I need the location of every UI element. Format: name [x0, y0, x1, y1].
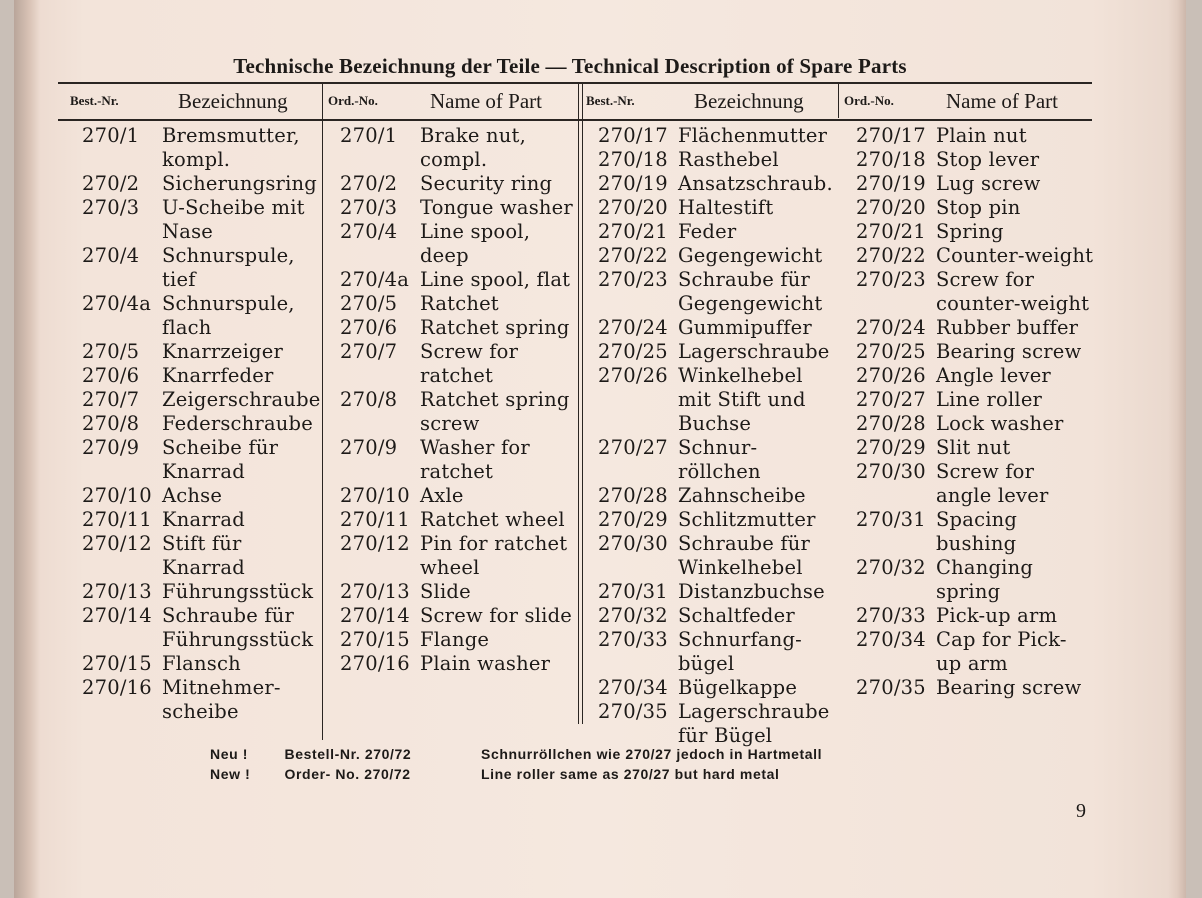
part-row — [598, 532, 833, 580]
part-name: Schnurspule, tief — [162, 244, 295, 291]
note-flag: Neu ! — [210, 746, 248, 762]
part-name: Distanzbuchse — [678, 580, 825, 603]
part-row — [856, 124, 1093, 148]
part-row — [598, 316, 833, 340]
part-row — [340, 196, 573, 220]
part-number: 270/2 — [340, 172, 398, 195]
part-row — [856, 604, 1093, 628]
part-row — [598, 604, 833, 628]
part-name: Stift für Knarrad — [162, 532, 245, 579]
part-row — [82, 340, 321, 364]
header-bottom-rule — [58, 119, 1092, 121]
part-row — [340, 652, 573, 676]
part-row — [82, 412, 321, 436]
part-row — [340, 124, 573, 172]
note-german — [210, 746, 822, 762]
part-name: Schlitzmutter — [678, 508, 816, 531]
part-name: Counter-weight — [936, 244, 1094, 267]
part-number: 270/24 — [856, 316, 926, 339]
part-name: U-Scheibe mit Nase — [162, 196, 305, 243]
german-parts-column-2 — [598, 124, 833, 748]
part-row — [340, 316, 573, 340]
part-number: 270/20 — [856, 196, 926, 219]
part-name: Schnur- röllchen — [678, 436, 761, 483]
page-title: Technische Bezeichnung der Teile — Technical Description of Spare Parts — [233, 54, 907, 78]
part-row — [340, 220, 573, 268]
part-row — [856, 628, 1093, 676]
part-row — [82, 532, 321, 580]
part-number: 270/5 — [82, 340, 140, 363]
part-row — [82, 436, 321, 484]
part-number: 270/19 — [598, 172, 668, 195]
part-row — [598, 508, 833, 532]
part-number: 270/24 — [598, 316, 668, 339]
part-row — [856, 340, 1093, 364]
header-name-of-part-2: Name of Part — [946, 88, 1058, 113]
part-number: 270/10 — [82, 484, 152, 507]
part-name: Rasthebel — [678, 148, 779, 171]
part-number: 270/19 — [856, 172, 926, 195]
part-name: Ratchet — [420, 292, 499, 315]
column-divider-2a — [578, 84, 579, 724]
part-name: Achse — [162, 484, 223, 507]
english-parts-column-1 — [340, 124, 573, 676]
part-number: 270/1 — [82, 124, 140, 147]
part-row — [598, 628, 833, 676]
part-number: 270/35 — [856, 676, 926, 699]
part-name: Slit nut — [936, 436, 1011, 459]
part-row — [82, 172, 321, 196]
part-row — [856, 364, 1093, 388]
part-number: 270/17 — [598, 124, 668, 147]
part-number: 270/4 — [340, 220, 398, 243]
part-number: 270/14 — [82, 604, 152, 627]
part-row — [340, 388, 573, 436]
part-row — [82, 244, 321, 292]
part-name: Ratchet spring — [420, 316, 570, 339]
page-edge — [1168, 0, 1186, 898]
part-number: 270/13 — [340, 580, 410, 603]
part-name: Gegengewicht — [678, 244, 823, 267]
part-number: 270/9 — [340, 436, 398, 459]
header-name-of-part-1: Name of Part — [430, 88, 542, 113]
part-row — [598, 580, 833, 604]
note-text: Line roller same as 270/27 but hard metal — [481, 766, 780, 782]
part-row — [82, 388, 321, 412]
part-name: Ansatzschraub. — [678, 172, 833, 195]
part-number: 270/31 — [856, 508, 926, 531]
part-row — [598, 436, 833, 484]
note-english — [210, 766, 780, 782]
part-row — [856, 412, 1093, 436]
part-name: Schaltfeder — [678, 604, 795, 627]
part-name: Lagerschraube für Bügel — [678, 700, 830, 747]
part-name: Knarrad — [162, 508, 245, 531]
part-number: 270/8 — [82, 412, 140, 435]
part-row — [340, 292, 573, 316]
part-row — [598, 268, 833, 316]
part-row — [340, 508, 573, 532]
header-ord-no-2: Ord.-No. — [844, 93, 894, 108]
part-number: 270/3 — [340, 196, 398, 219]
part-name: Cap for Pick- up arm — [936, 628, 1067, 675]
part-number: 270/34 — [856, 628, 926, 651]
part-row — [598, 148, 833, 172]
note-order-label: Order- No. 270/72 — [284, 766, 411, 782]
part-name: Stop lever — [936, 148, 1040, 171]
header-best-nr-2: Best.-Nr. — [586, 93, 635, 108]
part-name: Mitnehmer- scheibe — [162, 676, 281, 723]
part-row — [340, 484, 573, 508]
part-row — [598, 700, 833, 748]
part-number: 270/17 — [856, 124, 926, 147]
part-row — [856, 172, 1093, 196]
part-name: Plain nut — [936, 124, 1027, 147]
part-name: Führungsstück — [162, 580, 314, 603]
part-row — [82, 364, 321, 388]
part-number: 270/7 — [82, 388, 140, 411]
german-parts-column-1 — [82, 124, 321, 724]
part-row — [598, 196, 833, 220]
part-number: 270/15 — [340, 628, 410, 651]
part-row — [82, 604, 321, 652]
part-name: Line roller — [936, 388, 1043, 411]
part-row — [598, 676, 833, 700]
part-number: 270/22 — [856, 244, 926, 267]
note-order-label: Bestell-Nr. 270/72 — [284, 746, 412, 762]
part-row — [856, 244, 1093, 268]
part-row — [82, 292, 321, 340]
note-text: Schnurröllchen wie 270/27 jedoch in Hartmetall — [481, 746, 823, 762]
part-number: 270/14 — [340, 604, 410, 627]
part-number: 270/29 — [598, 508, 668, 531]
part-number: 270/18 — [856, 148, 926, 171]
part-number: 270/8 — [340, 388, 398, 411]
part-row — [82, 124, 321, 172]
part-row — [82, 676, 321, 724]
part-name: Flange — [420, 628, 490, 651]
english-parts-column-2 — [856, 124, 1093, 700]
note-flag: New ! — [210, 766, 251, 782]
part-row — [856, 436, 1093, 460]
part-number: 270/27 — [598, 436, 668, 459]
part-name: Feder — [678, 220, 737, 243]
part-row — [856, 220, 1093, 244]
part-row — [598, 340, 833, 364]
header-best-nr-1: Best.-Nr. — [70, 93, 119, 108]
part-name: Knarrfeder — [162, 364, 274, 387]
part-name: Zeigerschraube — [162, 388, 321, 411]
part-row — [856, 268, 1093, 316]
column-divider-3 — [838, 84, 839, 118]
part-number: 270/32 — [598, 604, 668, 627]
part-number: 270/7 — [340, 340, 398, 363]
part-name: Screw for ratchet — [420, 340, 519, 387]
column-divider-1 — [322, 84, 323, 740]
part-number: 270/11 — [340, 508, 410, 531]
part-name: Plain washer — [420, 652, 551, 675]
part-name: Spring — [936, 220, 1004, 243]
part-name: Bügelkappe — [678, 676, 798, 699]
part-name: Schraube für Führungsstück — [162, 604, 314, 651]
part-name: Zahnscheibe — [678, 484, 806, 507]
part-number: 270/33 — [598, 628, 668, 651]
part-number: 270/21 — [598, 220, 668, 243]
part-row — [856, 316, 1093, 340]
part-name: Bremsmutter, kompl. — [162, 124, 300, 171]
part-name: Federschraube — [162, 412, 313, 435]
part-number: 270/35 — [598, 700, 668, 723]
part-name: Schraube für Gegengewicht — [678, 268, 823, 315]
part-number: 270/11 — [82, 508, 152, 531]
part-row — [856, 676, 1093, 700]
part-row — [340, 628, 573, 652]
part-name: Lock washer — [936, 412, 1064, 435]
part-name: Spacing bushing — [936, 508, 1018, 555]
part-row — [82, 580, 321, 604]
part-number: 270/25 — [598, 340, 668, 363]
part-row — [340, 340, 573, 388]
part-number: 270/6 — [82, 364, 140, 387]
part-name: Axle — [420, 484, 464, 507]
part-number: 270/15 — [82, 652, 152, 675]
part-name: Schraube für Winkelhebel — [678, 532, 811, 579]
part-row — [598, 484, 833, 508]
part-name: Bearing screw — [936, 340, 1082, 363]
part-number: 270/1 — [340, 124, 398, 147]
part-name: Screw for counter-weight — [936, 268, 1090, 315]
part-name: Schnurspule, flach — [162, 292, 295, 339]
part-name: Gummipuffer — [678, 316, 812, 339]
column-divider-2b — [582, 84, 583, 724]
part-name: Flansch — [162, 652, 241, 675]
part-name: Angle lever — [936, 364, 1051, 387]
part-name: Security ring — [420, 172, 553, 195]
part-number: 270/4a — [82, 292, 152, 315]
part-number: 270/23 — [856, 268, 926, 291]
part-number: 270/21 — [856, 220, 926, 243]
part-name: Changing spring — [936, 556, 1034, 603]
part-name: Ratchet spring screw — [420, 388, 570, 435]
part-number: 270/33 — [856, 604, 926, 627]
part-name: Lagerschraube — [678, 340, 830, 363]
part-name: Screw for slide — [420, 604, 573, 627]
part-row — [340, 604, 573, 628]
part-row — [598, 244, 833, 268]
part-number: 270/30 — [856, 460, 926, 483]
part-row — [856, 556, 1093, 604]
part-name: Sicherungsring — [162, 172, 317, 195]
page-number: 9 — [1076, 800, 1086, 822]
part-row — [598, 220, 833, 244]
part-name: Pin for ratchet wheel — [420, 532, 568, 579]
part-name: Rubber buffer — [936, 316, 1079, 339]
part-number: 270/22 — [598, 244, 668, 267]
part-number: 270/18 — [598, 148, 668, 171]
part-row — [82, 508, 321, 532]
part-number: 270/9 — [82, 436, 140, 459]
header-ord-no-1: Ord.-No. — [328, 93, 378, 108]
part-row — [82, 652, 321, 676]
part-number: 270/27 — [856, 388, 926, 411]
header-top-rule — [58, 82, 1092, 84]
part-number: 270/23 — [598, 268, 668, 291]
part-row — [598, 364, 833, 436]
part-row — [856, 196, 1093, 220]
part-row — [598, 124, 833, 148]
part-row — [856, 460, 1093, 508]
part-number: 270/29 — [856, 436, 926, 459]
part-row — [340, 580, 573, 604]
part-number: 270/28 — [598, 484, 668, 507]
part-row — [340, 532, 573, 580]
part-number: 270/5 — [340, 292, 398, 315]
part-name: Schnurfang- bügel — [678, 628, 802, 675]
part-name: Slide — [420, 580, 471, 603]
part-name: Flächenmutter — [678, 124, 828, 147]
part-number: 270/6 — [340, 316, 398, 339]
part-name: Haltestift — [678, 196, 774, 219]
part-name: Screw for angle lever — [936, 460, 1049, 507]
part-name: Tongue washer — [420, 196, 573, 219]
binding-gutter — [14, 0, 40, 898]
part-name: Knarrzeiger — [162, 340, 283, 363]
part-name: Brake nut, compl. — [420, 124, 526, 171]
part-name: Pick-up arm — [936, 604, 1058, 627]
part-number: 270/16 — [82, 676, 152, 699]
part-row — [82, 196, 321, 244]
part-row — [340, 172, 573, 196]
part-number: 270/30 — [598, 532, 668, 555]
part-row — [598, 172, 833, 196]
part-name: Line spool, deep — [420, 220, 531, 267]
part-number: 270/2 — [82, 172, 140, 195]
part-name: Scheibe für Knarrad — [162, 436, 279, 483]
part-number: 270/4a — [340, 268, 410, 291]
part-number: 270/26 — [856, 364, 926, 387]
part-name: Bearing screw — [936, 676, 1082, 699]
part-number: 270/3 — [82, 196, 140, 219]
part-name: Stop pin — [936, 196, 1021, 219]
part-number: 270/26 — [598, 364, 668, 387]
part-number: 270/31 — [598, 580, 668, 603]
part-number: 270/10 — [340, 484, 410, 507]
part-name: Line spool, flat — [420, 268, 571, 291]
part-number: 270/13 — [82, 580, 152, 603]
part-row — [856, 508, 1093, 556]
part-number: 270/12 — [82, 532, 152, 555]
part-number: 270/34 — [598, 676, 668, 699]
part-row — [856, 148, 1093, 172]
part-row — [340, 268, 573, 292]
part-name: Ratchet wheel — [420, 508, 565, 531]
header-bezeichnung-2: Bezeichnung — [694, 88, 804, 113]
part-number: 270/25 — [856, 340, 926, 363]
header-bezeichnung-1: Bezeichnung — [178, 88, 288, 113]
part-name: Washer for ratchet — [420, 436, 530, 483]
part-number: 270/20 — [598, 196, 668, 219]
part-number: 270/16 — [340, 652, 410, 675]
part-name: Winkelhebel mit Stift und Buchse — [678, 364, 806, 435]
part-name: Lug screw — [936, 172, 1041, 195]
part-number: 270/32 — [856, 556, 926, 579]
part-row — [82, 484, 321, 508]
part-number: 270/28 — [856, 412, 926, 435]
part-number: 270/12 — [340, 532, 410, 555]
part-number: 270/4 — [82, 244, 140, 267]
part-row — [340, 436, 573, 484]
part-row — [856, 388, 1093, 412]
